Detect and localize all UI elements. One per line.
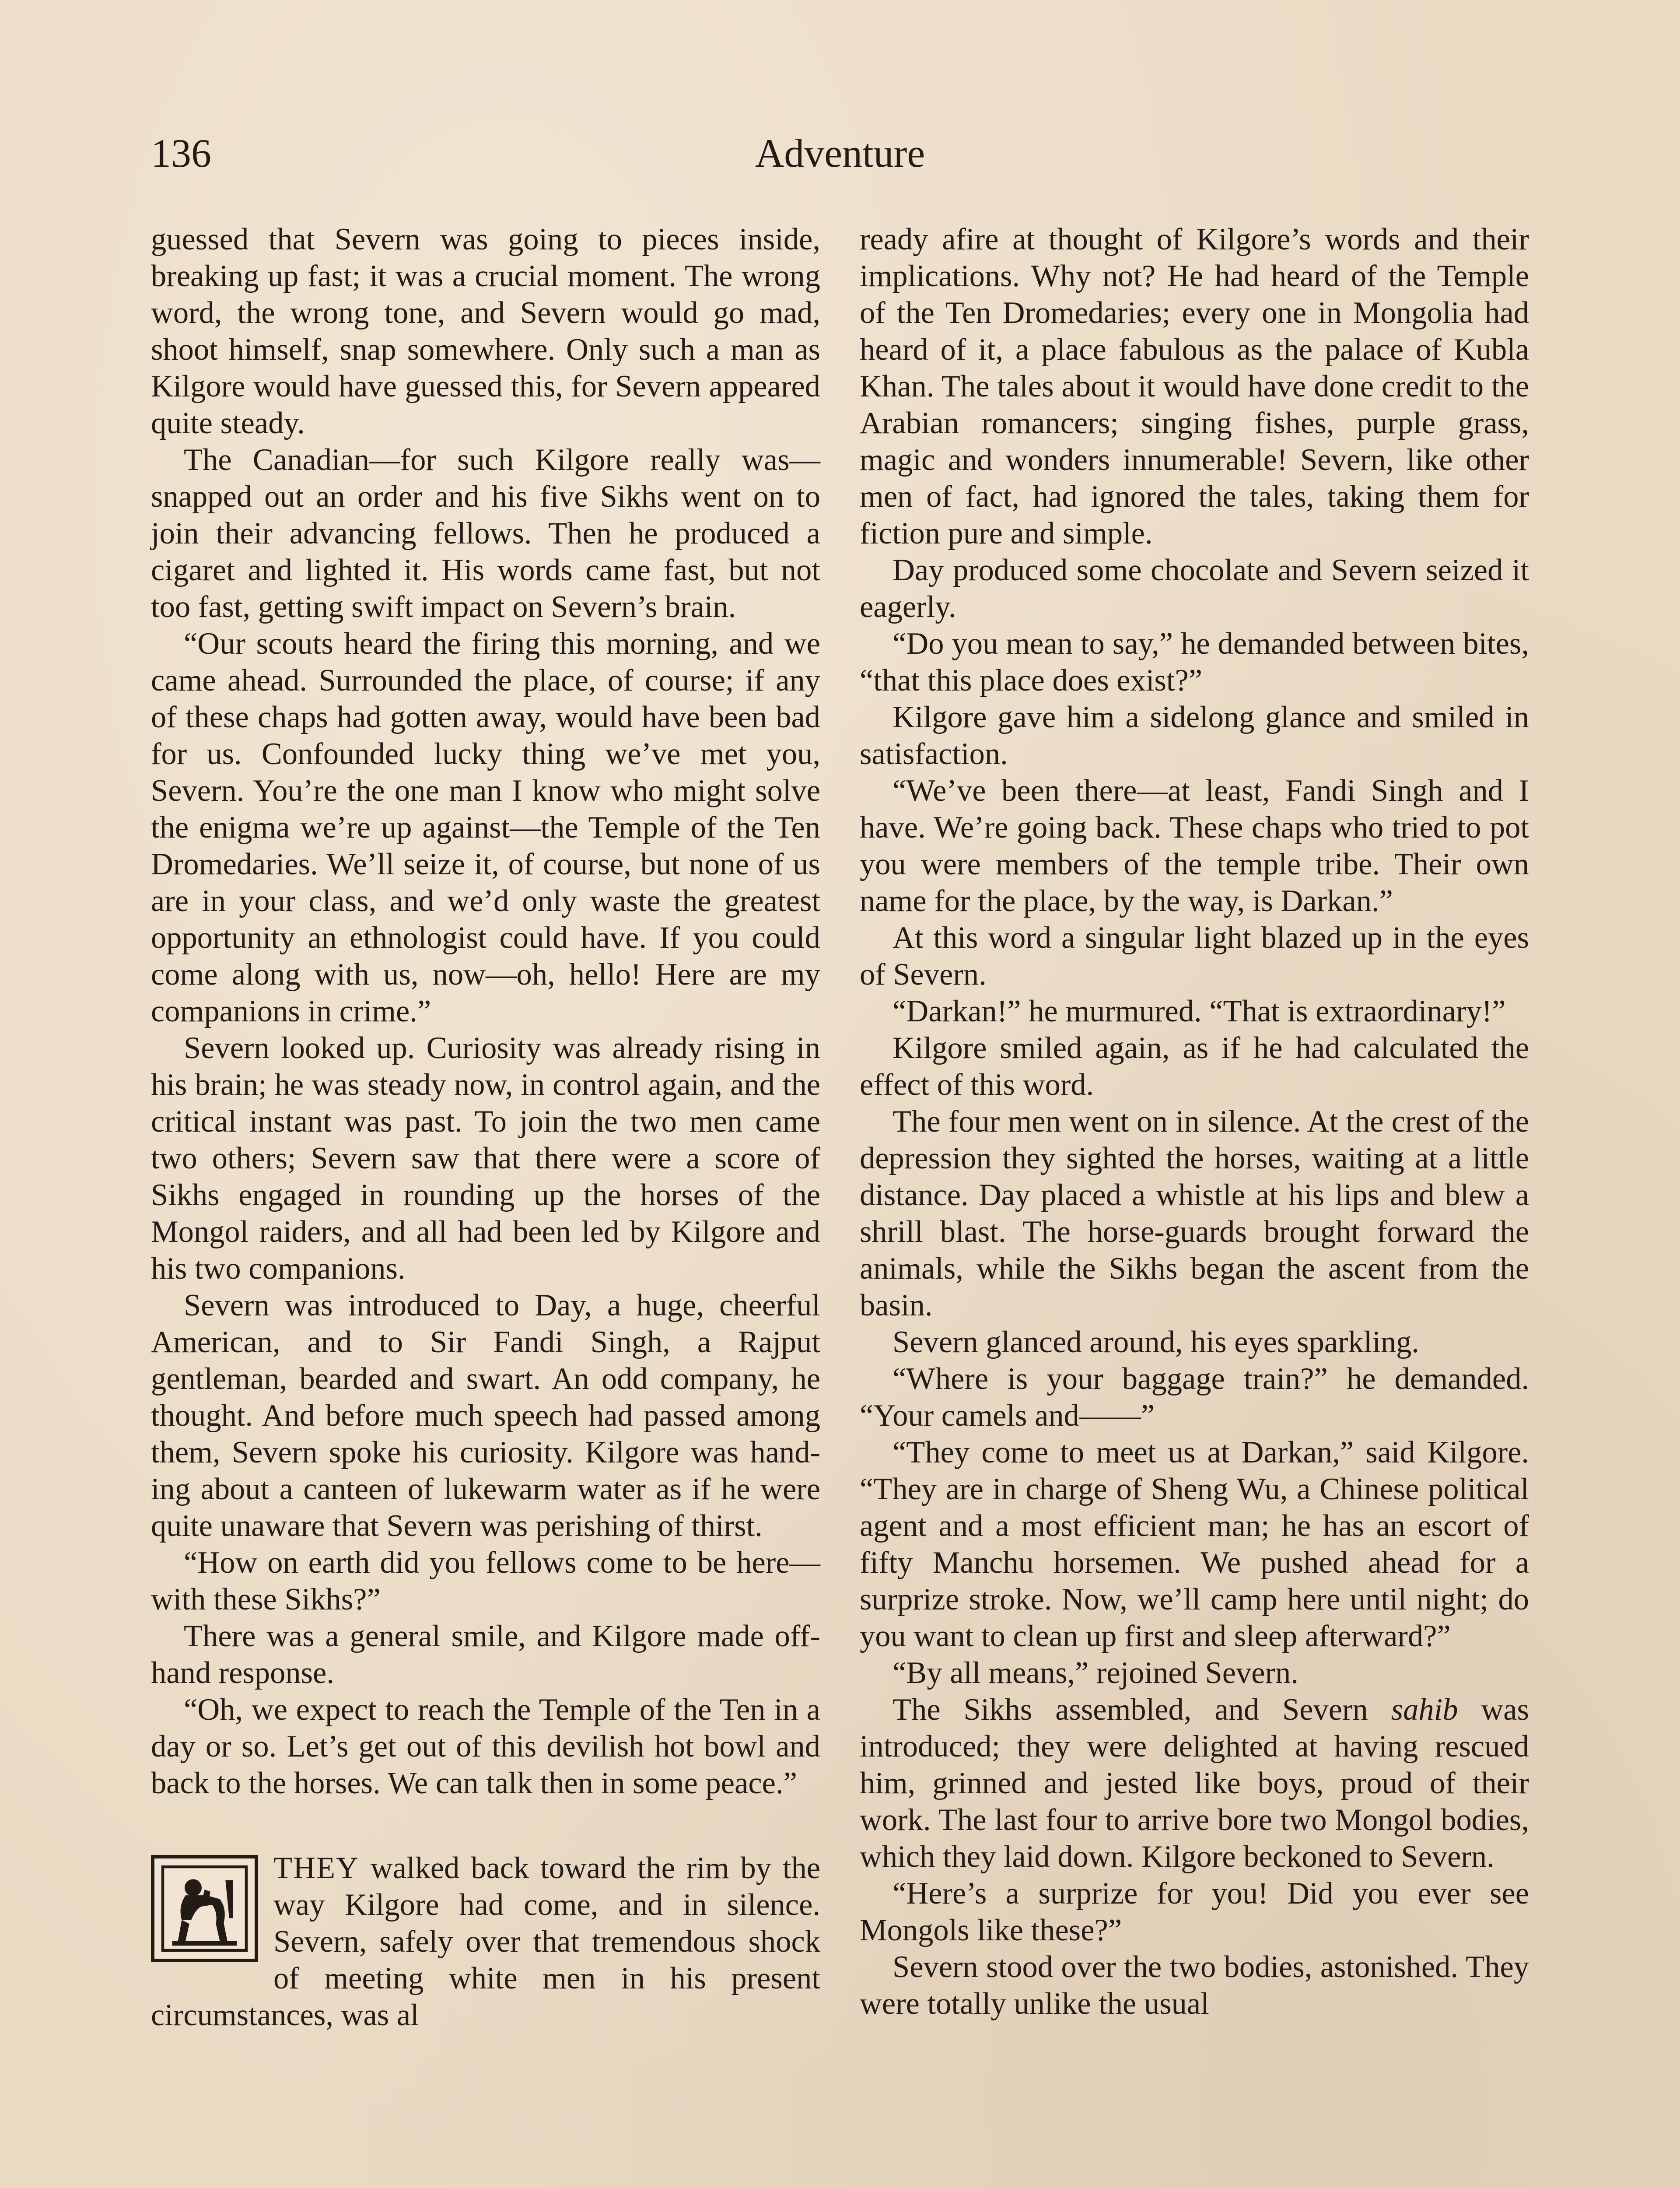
paragraph: Severn looked up. Curiosity was already rising in his brain; he was steady now, in control again, and the critical instant was past. To join the two men came two others; Severn saw that there were a score of Sikhs engaged in rounding up the horses of the Mongol raiders, and all had been led by Kilgore and his two companions. xyxy=(151,1031,820,1286)
paragraph: ready afire at thought of Kilgore’s words and their implications. Why not? He had heard of the Temple of the Ten Dromedaries; every one in Mongolia had heard of it, a place fabulous as the palace of Kubla Khan. The tales about it would have done credit to the Arabian romancers; singing fishes, purple grass, magic and wonders innumerable! Severn, like other men of fact, had ignored the tales, taking them for fiction pure and simple. xyxy=(860,222,1529,551)
left-column xyxy=(151,221,820,2034)
paragraph: Kilgore smiled again, as if he had calculated the effect of this word. xyxy=(860,1031,1529,1102)
section-text: walked back toward the rim by the way Kilgore had come, and in silence. Severn, safely over that tremendous shock of meeting white men in his present circumstances, was al xyxy=(151,1851,820,2032)
paragraph: guessed that Severn was going to pieces inside, breaking up fast; it was a crucial moment. The wrong word, the wrong tone, and Severn would go mad, shoot himself, snap somewhere. Only such a man as Kilgore would have guessed this, for Severn appeared quite steady. xyxy=(151,222,820,440)
page-number: 136 xyxy=(151,131,211,175)
paragraph: “How on earth did you fellows come to be here—with these Sikhs?” xyxy=(151,1546,820,1616)
paragraph: “Here’s a surprize for you! Did you ever see Mongols like these?” xyxy=(860,1876,1529,1947)
paragraph: “Darkan!” he murmured. “That is extraordinary!” xyxy=(892,994,1506,1028)
section-lead: THEY xyxy=(273,1851,359,1885)
paragraph: “They come to meet us at Darkan,” said Kilgore. “They are in charge of Sheng Wu, a Chinese political agent and a most efficient man; he has an escort of fifty Manchu horsemen. We pushed ahead for a surprize stroke. Now, we’ll camp here until night; do you want to clean up first and sleep afterward?” xyxy=(860,1435,1529,1653)
text-run: was introduced; they were delighted at having rescued him, grinned and jested like boys, proud of their work. The last four to arrive bore two Mongol bodies, which they laid down. Kilgore beckoned to Severn. xyxy=(860,1693,1529,1874)
paragraph: “Where is your baggage train?” he demanded. “Your camels and——” xyxy=(860,1362,1529,1433)
paragraph: There was a general smile, and Kilgore made off-hand response. xyxy=(151,1619,820,1690)
italic-word: sahib xyxy=(1391,1693,1458,1727)
paragraph: The Canadian—for such Kilgore really was—snapped out an order and his five Sikhs went on to join their advancing fellows. Then he produced a cigaret and lighted it. His words came fast, but not too fast, getting swift impact on Severn’s brain. xyxy=(151,443,820,624)
paragraph: Day produced some chocolate and Severn seized it eagerly. xyxy=(860,553,1529,624)
paragraph: Severn glanced around, his eyes sparkling. xyxy=(892,1325,1420,1359)
right-column xyxy=(860,221,1529,2022)
running-head: Adventure xyxy=(755,131,925,175)
paragraph: “Do you mean to say,” he demanded between bites, “that this place does exist?” xyxy=(860,627,1529,698)
paragraph: “Oh, we expect to reach the Temple of the Ten in a day or so. Let’s get out of this devilish hot bowl and back to the horses. We can talk then in some peace.” xyxy=(151,1693,820,1800)
text-run: The Sikhs assembled, and Severn xyxy=(892,1693,1391,1727)
section-break xyxy=(151,1802,820,1850)
paragraph: “We’ve been there—at least, Fandi Singh and I have. We’re going back. These chaps who tried to pot you were members of the temple tribe. Their own name for the place, by the way, is Darkan.” xyxy=(860,774,1529,918)
kneeling-figure-ornament-icon xyxy=(151,1855,258,1962)
section-start xyxy=(151,1850,820,2034)
paragraph: At this word a singular light blazed up in the eyes of Severn. xyxy=(860,921,1529,992)
paragraph: Severn was introduced to Day, a huge, cheerful American, and to Sir Fandi Singh, a Rajput gentleman, bearded and swart. An odd company, he thought. And before much speech had passed among them, Severn spoke his curiosity. Kilgore was handing about a canteen of lukewarm water as if he were quite unaware that Severn was perishing of thirst. xyxy=(151,1288,820,1543)
page-header xyxy=(151,127,1529,188)
paragraph: “By all means,” rejoined Severn. xyxy=(892,1656,1298,1690)
paragraph: The four men went on in silence. At the crest of the depression they sighted the horses, waiting at a little distance. Day placed a whistle at his lips and blew a shrill blast. The horse-guards brought forward the animals, while the Sikhs began the ascent from the basin. xyxy=(860,1105,1529,1322)
paragraph: Kilgore gave him a sidelong glance and smiled in satisfaction. xyxy=(860,700,1529,771)
paragraph: Severn stood over the two bodies, astonished. They were totally unlike the usual xyxy=(860,1950,1529,2021)
paragraph xyxy=(860,1691,1529,1875)
paragraph: “Our scouts heard the firing this morning, and we came ahead. Surrounded the place, of course; if any of these chaps had gotten away, would have been bad for us. Confounded lucky thing we’ve met you, Severn. You’re the one man I know who might solve the enigma we’re up against—the Temple of the Ten Dromedaries. We’ll seize it, of course, but none of us are in your class, and we’d only waste the greatest opportunity an ethnologist could have. If you could come along with us, now—oh, hello! Here are my companions in crime.” xyxy=(151,627,820,1028)
